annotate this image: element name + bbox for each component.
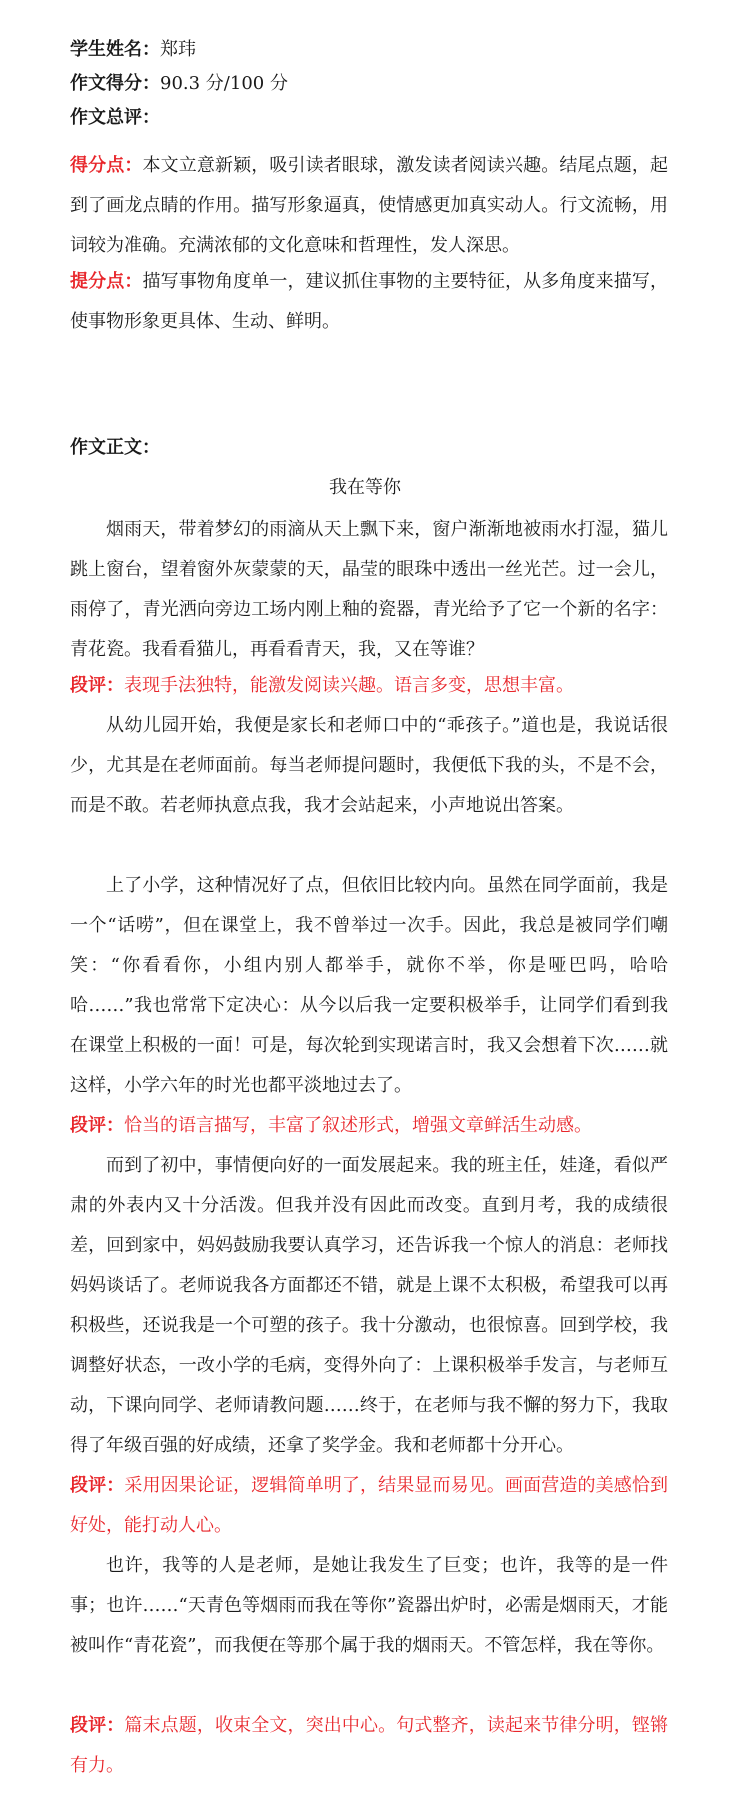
paragraph-comment-text: 表现手法独特，能激发阅读兴趣。语言多变，思想丰富。 [124, 675, 574, 696]
overall-review-line [70, 106, 160, 130]
essay-body-label: 作文正文： [70, 437, 160, 458]
overall-review-label: 作文总评： [70, 107, 160, 128]
paragraph-comment-label: 段评： [70, 675, 124, 696]
strengths-paragraph [70, 146, 668, 266]
student-name-line [70, 38, 196, 62]
score-value: 90.3 分/100 分 [160, 73, 288, 94]
paragraph-comment-label: 段评： [70, 1475, 125, 1496]
paragraph-comment-2 [70, 1106, 668, 1146]
student-name-label: 学生姓名： [70, 39, 160, 60]
score-label: 作文得分： [70, 73, 160, 94]
paragraph-comment-3 [70, 1466, 668, 1546]
improve-text: 描写事物角度单一，建议抓住事物的主要特征，从多角度来描写，使事物形象更具体、生动、鲜明。 [70, 271, 668, 332]
paragraph-comment-1 [70, 666, 668, 706]
essay-paragraph-3: 上了小学，这种情况好了点，但依旧比较内向。虽然在同学面前，我是一个“话唠”，但在课堂上，我不曾举过一次手。因此，我总是被同学们嘲笑：“你看看你，小组内别人都举手，就你不举，你是哑巴吗，哈哈哈……”我也常常下定决心：从今以后我一定要积极举手，让同学们看到我在课堂上积极的一面！可是，每次轮到实现诺言时，我又会想着下次……就这样，小学六年的时光也都平淡地过去了。 [70, 875, 668, 1096]
student-name: 郑玮 [160, 39, 196, 60]
essay-body-line [70, 436, 160, 460]
paragraph-comment-text: 采用因果论证，逻辑简单明了，结果显而易见。画面营造的美感恰到好处，能打动人心。 [70, 1475, 668, 1536]
paragraph-comment-text: 篇末点题，收束全文，突出中心。句式整齐，读起来节律分明，铿锵有力。 [70, 1715, 668, 1776]
essay-paragraph-4: 而到了初中，事情便向好的一面发展起来。我的班主任，娃逄，看似严肃的外表内又十分活泼。但我并没有因此而改变。直到月考，我的成绩很差，回到家中，妈妈鼓励我要认真学习，还告诉我一个惊人的消息：老师找妈妈谈话了。老师说我各方面都还不错，就是上课不太积极，希望我可以再积极些，还说我是一个可塑的孩子。我十分激动，也很惊喜。回到学校，我调整好状态，一改小学的毛病，变得外向了：上课积极举手发言，与老师互动，下课向同学、老师请教问题……终于，在老师与我不懈的努力下，我取得了年级百强的好成绩，还拿了奖学金。我和老师都十分开心。 [70, 1155, 668, 1456]
paragraph-comment-label: 段评： [70, 1115, 124, 1136]
essay-paragraph-1: 烟雨天，带着梦幻的雨滴从天上飘下来，窗户渐渐地被雨水打湿，猫儿跳上窗台，望着窗外灰蒙蒙的天，晶莹的眼珠中透出一丝光芒。过一会儿，雨停了，青光洒向旁边工场内刚上釉的瓷器，青光给予了它一个新的名字：青花瓷。我看看猫儿，再看看青天，我，又在等谁？ [70, 519, 668, 660]
score-line [70, 72, 288, 96]
strengths-label: 得分点： [70, 155, 143, 176]
improve-paragraph [70, 262, 668, 342]
essay-paragraph-5: 也许，我等的人是老师，是她让我发生了巨变；也许，我等的是一件事；也许……“天青色等烟雨而我在等你”瓷器出炉时，必需是烟雨天，才能被叫作“青花瓷”，而我便在等那个属于我的烟雨天。不管怎样，我在等你。 [70, 1555, 668, 1656]
paragraph-comment-label: 段评： [70, 1715, 125, 1736]
paragraph-comment-4 [70, 1706, 668, 1786]
essay-title: 我在等你 [329, 477, 401, 498]
essay-paragraph-2: 从幼儿园开始，我便是家长和老师口中的“乖孩子。”道也是，我说话很少，尤其是在老师面前。每当老师提问题时，我便低下我的头，不是不会，而是不敢。若老师执意点我，我才会站起来，小声地说出答案。 [70, 715, 668, 816]
improve-label: 提分点： [70, 271, 143, 292]
paragraph-comment-text: 恰当的语言描写，丰富了叙述形式，增强文章鲜活生动感。 [124, 1115, 592, 1136]
strengths-text: 本文立意新颖，吸引读者眼球，激发读者阅读兴趣。结尾点题，起到了画龙点睛的作用。描写形象逼真，使情感更加真实动人。行文流畅，用词较为准确。充满浓郁的文化意味和哲理性，发人深思。 [70, 155, 668, 256]
